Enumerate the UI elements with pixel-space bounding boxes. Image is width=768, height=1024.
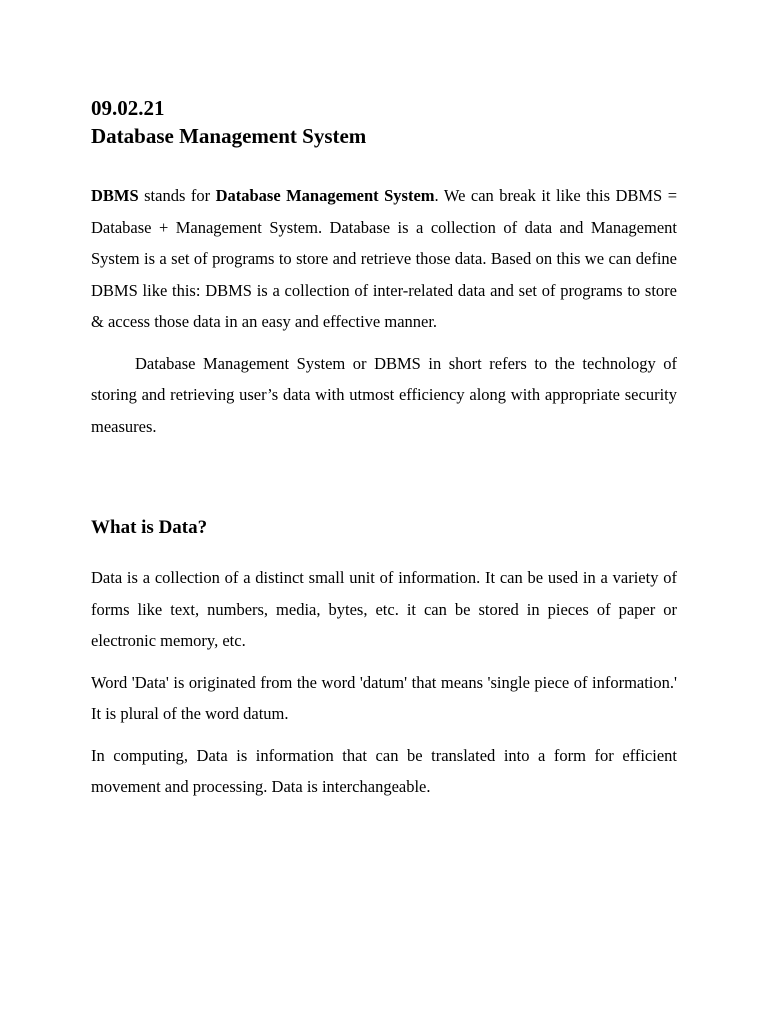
data-paragraph-1: Data is a collection of a distinct small unit of information. It can be used in a variety of forms like text, numbers, media, bytes, etc. it can be stored in pieces of paper or electronic memory, etc. (91, 568, 677, 650)
intro-stands-for: stands for (144, 186, 211, 205)
intro-paragraph (91, 180, 677, 338)
intro-expansion: Database Management System (215, 186, 435, 205)
document-date: 09.02.21 (91, 96, 165, 120)
intro-rest: . We can break it like this DBMS = Database + Management System. Database is a collection of data and Management System is a set of programs to store and retrieve those data. Based on this we can define DBMS like this: DBMS is a collection of inter-related data and set of programs to store & access those data in an easy and effective manner. (91, 186, 678, 331)
document-title: Database Management System (91, 124, 367, 148)
dbms-definition-paragraph: Database Management System or DBMS in short refers to the technology of storing and retrieving user’s data with utmost efficiency along with appropriate security measures. (91, 353, 677, 436)
section-heading-what-is-data: What is Data? (91, 517, 208, 538)
data-paragraph-2: Word 'Data' is originated from the word 'datum' that means 'single piece of information.' It is plural of the word datum. (91, 672, 677, 723)
intro-term: DBMS (91, 186, 139, 205)
data-paragraph-3: In computing, Data is information that can be translated into a form for efficient movement and processing. Data is interchangeable. (91, 745, 677, 796)
